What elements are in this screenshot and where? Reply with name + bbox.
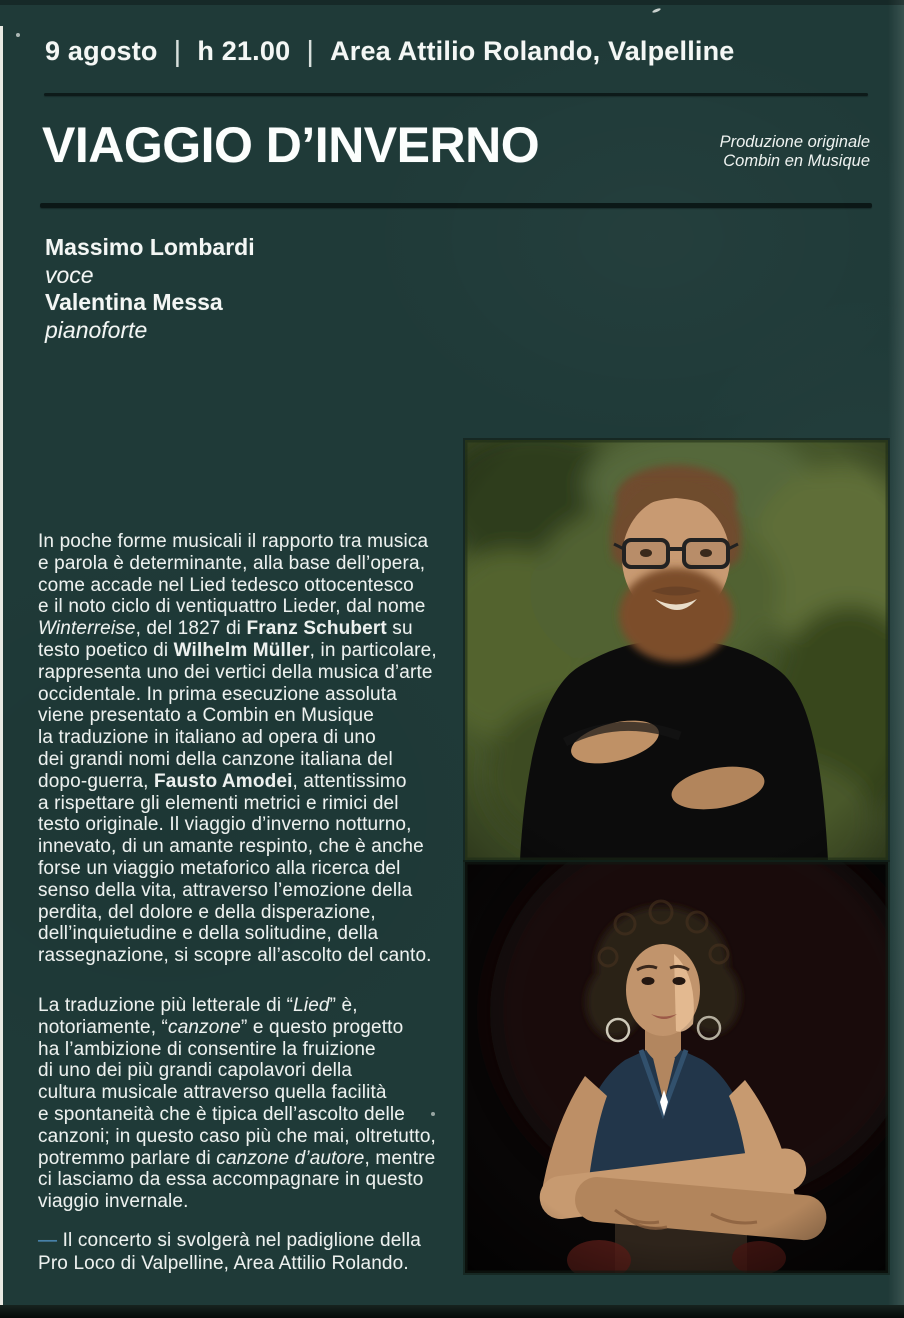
text-segment: , mentre [364, 1147, 436, 1169]
text-segment: Winterreise [38, 618, 136, 640]
text-line [38, 836, 437, 858]
performers-list [45, 234, 255, 344]
text-line [38, 1039, 437, 1061]
separator-pipe: | [306, 36, 315, 68]
paragraph [38, 995, 437, 1213]
valentina-portrait-graphic [465, 862, 888, 1273]
text-segment: di uno dei più grandi capolavori della [38, 1060, 353, 1082]
performer-role: pianoforte [45, 316, 148, 343]
performer-name: Valentina Messa [45, 289, 223, 315]
scan-speck [431, 1112, 435, 1116]
text-segment: ” è, [329, 994, 358, 1016]
text-line [38, 749, 437, 771]
text-segment: canzone [168, 1016, 241, 1038]
text-segment: Lied [293, 994, 330, 1016]
text-line [38, 531, 437, 553]
text-segment: ” e questo progetto [240, 1016, 404, 1038]
text-segment: potremmo parlare di [38, 1147, 217, 1169]
text-segment: su [386, 618, 413, 640]
text-line [38, 1229, 421, 1252]
text-segment: testo originale. Il viaggio d’inverno notturno, [38, 814, 412, 836]
text-line [38, 618, 437, 640]
text-segment: — [38, 1230, 63, 1251]
text-segment: rassegnazione, si scopre all’ascolto del canto. [38, 945, 432, 967]
text-segment: notoriamente, “ [38, 1016, 169, 1038]
text-segment: occidentale. In prima esecuzione assoluta [38, 683, 397, 705]
text-line [38, 1060, 437, 1082]
text-line [38, 1082, 437, 1104]
text-line [38, 705, 437, 727]
text-segment: viene presentato a Combin en Musique [38, 705, 374, 727]
text-segment: cultura musicale attraverso quella facilità [38, 1082, 387, 1104]
text-segment: la traduzione in italiano ad opera di uno [38, 727, 376, 749]
divider-rule-bottom [40, 203, 872, 208]
text-line [38, 640, 437, 662]
text-line [38, 1252, 421, 1275]
scan-edge-left [0, 26, 3, 1318]
text-segment: Franz Schubert [246, 618, 387, 640]
text-line [38, 1148, 437, 1170]
text-segment: La traduzione più letterale di “ [38, 994, 294, 1016]
performer-role: voce [45, 261, 94, 288]
text-line [38, 596, 437, 618]
text-segment: come accade nel Lied tedesco ottocentesco [38, 574, 414, 596]
text-line [38, 1017, 437, 1039]
text-segment: testo poetico di [38, 639, 174, 661]
text-segment: e spontaneità che è tipica dell’ascolto delle [38, 1103, 405, 1125]
text-segment: Wilhelm Müller [173, 639, 310, 661]
text-line [38, 662, 437, 684]
text-segment: canzone d’autore [216, 1147, 365, 1169]
text-line [38, 575, 437, 597]
text-line [38, 1169, 437, 1191]
scan-speck [16, 33, 20, 37]
text-segment: e il noto ciclo di ventiquattro Lieder, dal nome [38, 596, 426, 618]
text-line [38, 727, 437, 749]
text-segment: innevato, di un amante respinto, che è anche [38, 836, 424, 858]
divider-rule-top [44, 93, 868, 96]
venue-note [38, 1229, 421, 1275]
text-segment: viaggio invernale. [38, 1191, 189, 1213]
text-line [38, 814, 437, 836]
paragraph [38, 531, 437, 967]
text-segment: Il concerto si svolgerà nel padiglione della [62, 1230, 421, 1251]
text-line [38, 923, 437, 945]
text-segment: dell’inquietudine e della solitudine, della [38, 923, 379, 945]
text-segment: dei grandi nomi della canzone italiana del [38, 748, 393, 770]
photo-massimo-lombardi [465, 440, 888, 860]
production-credit-line: Combin en Musique [723, 152, 870, 170]
text-line [38, 1104, 437, 1126]
event-venue: Area Attilio Rolando, Valpelline [330, 36, 735, 66]
scan-edge-top [0, 0, 904, 5]
text-segment: rappresenta uno dei vertici della musica d’arte [38, 661, 433, 683]
text-line [38, 553, 437, 575]
scan-speck [652, 7, 661, 13]
text-line [38, 880, 437, 902]
text-segment: perdita, del dolore e della disperazione, [38, 901, 376, 923]
page-title: VIAGGIO D’INVERNO [42, 117, 540, 173]
text-segment: , in particolare, [309, 639, 437, 661]
text-segment: Fausto Amodei [154, 770, 293, 792]
scan-edge-right [888, 0, 904, 1318]
event-date: 9 agosto [45, 36, 158, 66]
text-segment: ci lasciamo da essa accompagnare in questo [38, 1169, 424, 1191]
text-line [38, 1191, 437, 1213]
text-segment: ha l’ambizione di consentire la fruizione [38, 1038, 376, 1060]
text-line [38, 995, 437, 1017]
text-line [38, 771, 437, 793]
scan-edge-bottom [0, 1305, 904, 1318]
text-line [38, 1126, 437, 1148]
text-segment: forse un viaggio metaforico alla ricerca del [38, 857, 401, 879]
text-line [38, 684, 437, 706]
photo-valentina-messa [465, 862, 888, 1273]
text-segment: In poche forme musicali il rapporto tra musica [38, 531, 429, 552]
text-segment: a rispettare gli elementi metrici e rimici del [38, 792, 399, 814]
performer-name: Massimo Lombardi [45, 234, 255, 260]
massimo-portrait-graphic [465, 440, 888, 860]
text-line [38, 902, 437, 924]
text-line [38, 858, 437, 880]
text-segment: Pro Loco di Valpelline, Area Attilio Rolando. [38, 1253, 409, 1274]
event-info-line [45, 36, 735, 69]
separator-pipe: | [173, 36, 182, 68]
production-credit [720, 133, 870, 171]
description-text [38, 531, 437, 1213]
event-time: h 21.00 [197, 36, 291, 66]
production-credit-line: Produzione originale [719, 133, 870, 151]
text-segment: , del 1827 di [135, 618, 247, 640]
text-line [38, 793, 437, 815]
text-segment: senso della vita, attraverso l’emozione della [38, 879, 413, 901]
text-segment: dopo-guerra, [38, 770, 155, 792]
text-line [38, 945, 437, 967]
text-segment: , attentissimo [292, 770, 407, 792]
text-segment: canzoni; in questo caso più che mai, oltretutto, [38, 1125, 436, 1147]
text-segment: e parola è determinante, alla base dell’opera, [38, 552, 426, 574]
